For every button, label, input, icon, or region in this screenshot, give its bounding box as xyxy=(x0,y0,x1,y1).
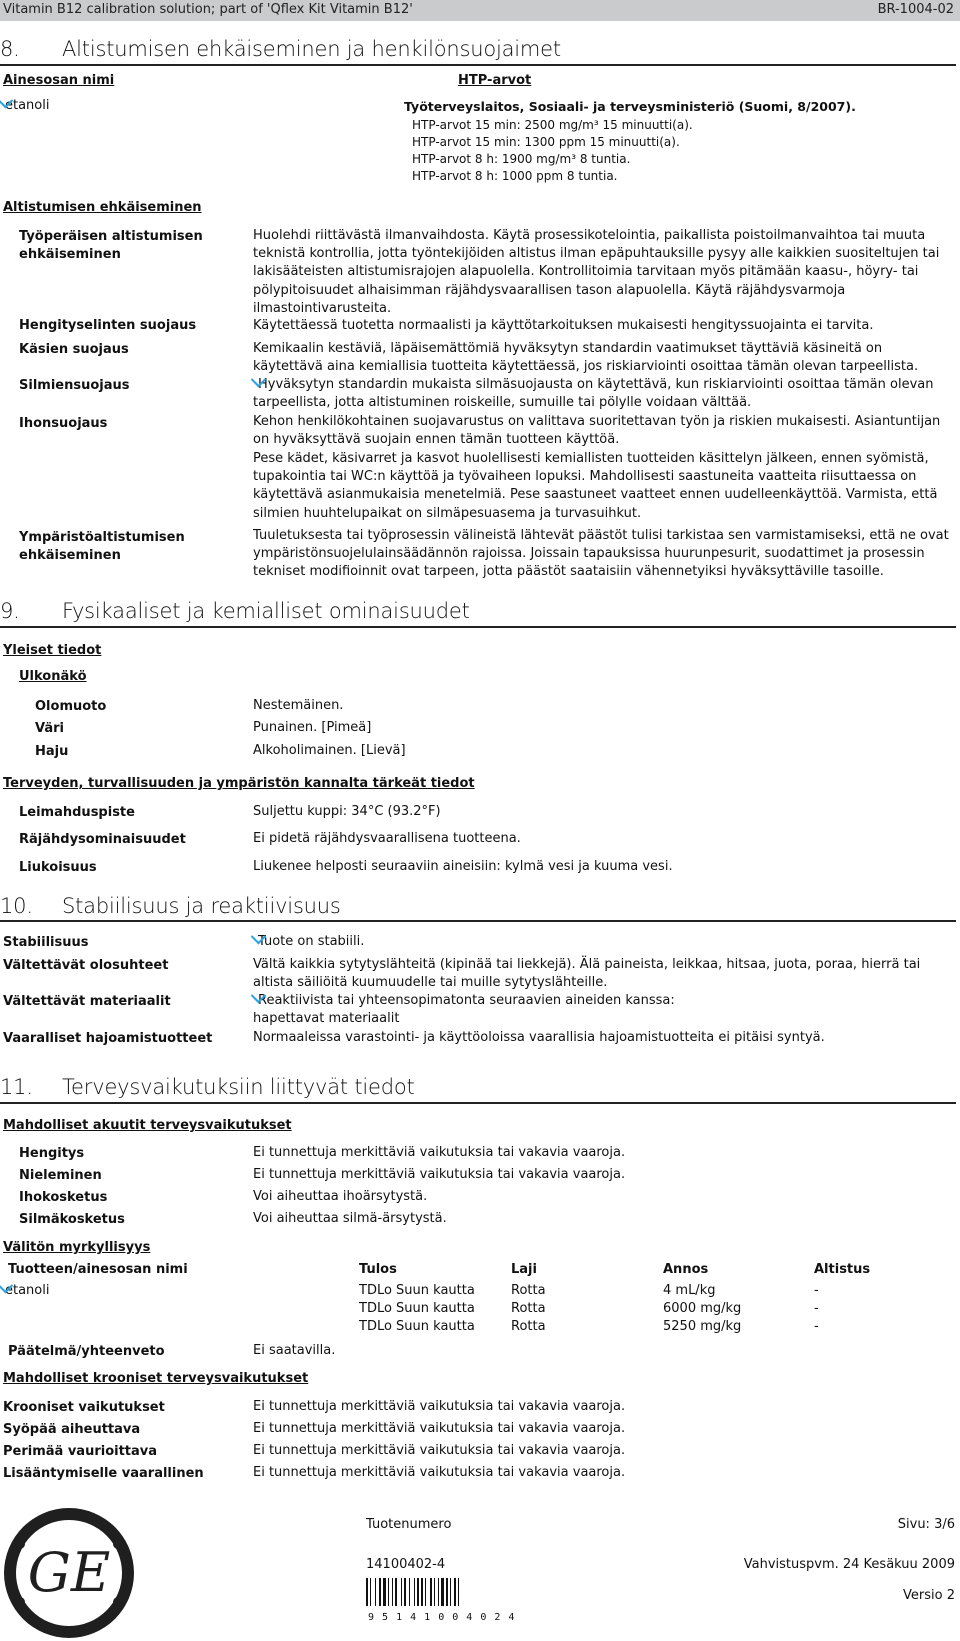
barcode-bar xyxy=(379,1578,381,1606)
prop-label: Haju xyxy=(35,744,69,759)
htp-value: HTP-arvot 8 h: 1000 ppm 8 tuntia. xyxy=(412,169,618,183)
barcode-bar xyxy=(383,1578,386,1606)
acute-value: Voi aiheuttaa silmä-ärsytystä. xyxy=(253,1211,447,1226)
chronic-label: Krooniset vaikutukset xyxy=(3,1400,165,1415)
materials-text: hapettavat materiaalit xyxy=(253,1011,400,1026)
barcode xyxy=(366,1578,506,1614)
htp-value: HTP-arvot 8 h: 1900 mg/m³ 8 tuntia. xyxy=(412,152,631,166)
tox-cell: 4 mL/kg xyxy=(663,1283,716,1298)
work-exposure-label: Työperäisen altistumisen xyxy=(19,229,203,244)
env-exposure-text: Tuuletuksesta tai työprosessin välineistä lähtevät päästöt tulisi tarkistaa sen varmistamiseksi, että ne ovat ympäristönsuojelulainsäädännön rajoissa. Joissain tapauksissa huurunpesurit, suodattimet ja prosessin tekniset modifioinnit ovat tarpeen, jotta päästöt saataisiin vähennetyiksi hyväksyttäville tasoille. xyxy=(253,528,949,580)
document-title: Vitamin B12 calibration solution; part of 'Qflex Kit Vitamin B12' xyxy=(3,2,413,17)
materials-text: Reaktiivista tai yhteensopimatonta seuraavien aineiden kanssa: xyxy=(253,992,675,1010)
tox-cell: - xyxy=(814,1301,819,1316)
col-htp: HTP-arvot xyxy=(458,73,532,88)
barcode-bar xyxy=(421,1578,423,1606)
acute-label: Ihokosketus xyxy=(19,1190,108,1205)
tox-header-result: Tulos xyxy=(359,1262,397,1277)
chronic-value: Ei tunnettuja merkittäviä vaikutuksia tai vakavia vaaroja. xyxy=(253,1421,626,1436)
decomposition-label: Vaaralliset hajoamistuotteet xyxy=(3,1031,213,1046)
skin-text: Pese kädet, käsivarret ja kasvot huolellisesti kemiallisten tuotteiden käsittelyn jälkeen, ennen syömistä, tupakointia tai WC:n käyttöä ja työvaiheen lopuksi. Mahdollisesti saastuneita vaatteita riisuttaessa on käytettävä asianmukaisia menetelmiä. Pese saastuneet vaatteet ennen uudelleenkäyttöä. Varmista, että silmien huuhtelupaikat on silmäpesuasema ja turvasuihkut. xyxy=(253,451,938,521)
barcode-digits: 9 5 1 4 1 0 0 4 0 2 4 xyxy=(368,1612,516,1623)
work-exposure-label: ehkäiseminen xyxy=(19,247,121,262)
important-info-heading: Terveyden, turvallisuuden ja ympäristön kannalta tärkeät tiedot xyxy=(3,776,475,791)
prop-value: Liukenee helposti seuraaviin aineisiin: kylmä vesi ja kuuma vesi. xyxy=(253,859,673,874)
page-header xyxy=(0,0,960,21)
barcode-bar xyxy=(392,1578,393,1606)
htp-value: HTP-arvot 15 min: 2500 mg/m³ 15 minuutti(a). xyxy=(412,118,693,132)
skin-label: Ihonsuojaus xyxy=(19,416,108,431)
version: Versio 2 xyxy=(903,1588,955,1603)
tox-header-species: Laji xyxy=(511,1262,537,1277)
tox-cell: Rotta xyxy=(511,1319,546,1334)
tox-cell: TDLo Suun kautta xyxy=(359,1319,475,1334)
barcode-bar xyxy=(434,1578,435,1606)
tox-cell: 6000 mg/kg xyxy=(663,1301,742,1316)
tox-cell: Rotta xyxy=(511,1283,546,1298)
section-11-title: 11. Terveysvaikutuksiin liittyvät tiedot xyxy=(0,1075,415,1099)
tox-header-dose: Annos xyxy=(663,1262,709,1277)
env-exposure-label: Ympäristöaltistumisen xyxy=(19,530,185,545)
materials-label: Vältettävät materiaalit xyxy=(3,994,171,1009)
work-exposure-text: Huolehdi riittävästä ilmanvaihdosta. Käytä prosessikotelointia, paikallista poistoilmanvaihtoa tai muuta teknistä kontrollia, jotta työntekijöiden altistus ilman epäpuhtauksille pysyy alle kaikkien suositeltujen tai lakisääteisten altistumisrajojen alapuolella. Kontrollitoimia tarvitaan myös pitämään kaasu-, höyry- tai pölypitoisuudet alhaisimman räjähdysvaarallisen tason alapuolella. Käytä räjähdysvarmoja ilmastointivarusteita. xyxy=(253,228,940,316)
acute-label: Hengitys xyxy=(19,1146,85,1161)
tox-cell: - xyxy=(814,1283,819,1298)
barcode-bar xyxy=(414,1578,415,1606)
validation-date: Vahvistuspvm. 24 Kesäkuu 2009 xyxy=(743,1557,955,1572)
conclusion-value: Ei saatavilla. xyxy=(253,1343,336,1358)
ge-logo xyxy=(2,1506,136,1640)
chronic-heading: Mahdolliset krooniset terveysvaikutukset xyxy=(3,1371,309,1386)
general-info-heading: Yleiset tiedot xyxy=(3,643,102,658)
section-9-title: 9. Fysikaaliset ja kemialliset ominaisuudet xyxy=(0,599,470,623)
section-8-title: 8. Altistumisen ehkäiseminen ja henkilönsuojaimet xyxy=(0,37,561,61)
barcode-bar xyxy=(388,1578,389,1606)
section-8-rule xyxy=(0,64,956,66)
barcode-bar xyxy=(438,1578,439,1606)
tox-cell: - xyxy=(814,1319,819,1334)
prop-value: Ei pidetä räjähdysvaarallisena tuotteena. xyxy=(253,831,521,846)
stability-label: Stabiilisuus xyxy=(3,935,89,950)
barcode-bar xyxy=(441,1578,444,1606)
barcode-bar xyxy=(409,1578,410,1606)
acute-label: Silmäkosketus xyxy=(19,1212,125,1227)
respiratory-text: Käytettäessä tuotetta normaalisti ja käyttötarkoituksen mukaisesti hengityssuojainta ei tarvita. xyxy=(253,318,874,333)
barcode-bar xyxy=(430,1578,432,1606)
prop-label: Liukoisuus xyxy=(19,860,97,875)
prop-label: Räjähdysominaisuudet xyxy=(19,832,186,847)
prop-label: Olomuoto xyxy=(35,699,107,714)
barcode-bar xyxy=(454,1578,456,1606)
tox-substance: etanoli xyxy=(0,1282,49,1300)
skin-text: Kehon henkilökohtainen suojavarustus on valittava suoritettavan työn ja riskien mukaisesti. Asiantuntijan on hyväksyttävä suojain ennen tämän tuotteen käyttöä. xyxy=(253,414,941,448)
env-exposure-label: ehkäiseminen xyxy=(19,548,121,563)
exposure-heading: Altistumisen ehkäiseminen xyxy=(3,200,202,215)
product-number-label: Tuotenumero xyxy=(366,1517,452,1532)
page-number: Sivu: 3/6 xyxy=(897,1517,955,1532)
prop-value: Nestemäinen. xyxy=(253,698,344,713)
acute-heading: Mahdolliset akuutit terveysvaikutukset xyxy=(3,1118,292,1133)
acute-value: Ei tunnettuja merkittäviä vaikutuksia tai vakavia vaaroja. xyxy=(253,1167,626,1182)
svg-text:GE: GE xyxy=(27,1541,111,1604)
section-11-rule xyxy=(0,1102,956,1104)
conditions-text: Vältä kaikkia sytytyslähteitä (kipinää tai liekkejä). Älä paineista, leikkaa, hitsaa, juota, poraa, hierrä tai altista säiliöitä kuumuudelle tai muille sytytyslähteille. xyxy=(253,957,921,991)
document-code: BR-1004-02 xyxy=(877,2,954,17)
prop-value: Punainen. [Pimeä] xyxy=(253,720,372,735)
prop-value: Suljettu kuppi: 34°C (93.2°F) xyxy=(253,804,441,819)
barcode-bar xyxy=(401,1578,402,1606)
barcode-bar xyxy=(425,1578,426,1606)
barcode-bar xyxy=(395,1578,397,1606)
barcode-bar xyxy=(458,1578,459,1606)
tox-cell: TDLo Suun kautta xyxy=(359,1301,475,1316)
barcode-bar xyxy=(417,1578,419,1606)
chronic-value: Ei tunnettuja merkittäviä vaikutuksia tai vakavia vaaroja. xyxy=(253,1465,626,1480)
chronic-label: Syöpää aiheuttava xyxy=(3,1422,141,1437)
eye-text: Hyväksytyn standardin mukaista silmäsuojausta on käytettävä, kun riskiarviointi osoittaa tämän olevan tarpeellista, jotta altistuminen roiskeille, sumuille tai pölylle voidaan välttää. xyxy=(253,376,953,412)
toxicity-heading: Välitön myrkyllisyys xyxy=(3,1240,151,1255)
chronic-label: Lisääntymiselle vaarallinen xyxy=(3,1466,204,1481)
chronic-value: Ei tunnettuja merkittäviä vaikutuksia tai vakavia vaaroja. xyxy=(253,1399,626,1414)
htp-value: HTP-arvot 15 min: 1300 ppm 15 minuutti(a). xyxy=(412,135,680,149)
barcode-bar xyxy=(370,1578,371,1606)
prop-value: Alkoholimainen. [Lievä] xyxy=(253,743,406,758)
hand-text: Kemikaalin kestäviä, läpäisemättömiä hyväksytyn standardin vaatimukset täyttäviä käsineitä on käytettävä aina kemiallisia tuotteita käytettäessä, jos riskiarviointi osoittaa tämän olevan tarpeellista. xyxy=(253,341,919,375)
product-number: 14100402-4 xyxy=(366,1557,446,1572)
chronic-label: Perimää vaurioittava xyxy=(3,1444,158,1459)
hand-label: Käsien suojaus xyxy=(19,342,129,357)
barcode-bar xyxy=(450,1578,451,1606)
htp-source: Työterveyslaitos, Sosiaali- ja terveysministeriö (Suomi, 8/2007). xyxy=(404,99,856,114)
acute-label: Nieleminen xyxy=(19,1168,102,1183)
stability-text: Tuote on stabiili. xyxy=(253,933,364,951)
barcode-bar xyxy=(404,1578,406,1606)
eye-label: Silmiensuojaus xyxy=(19,378,130,393)
decomposition-text: Normaaleissa varastointi- ja käyttöoloissa vaarallisia hajoamistuotteita ei pitäisi syntyä. xyxy=(253,1030,825,1045)
section-10-rule xyxy=(0,920,956,922)
barcode-bar xyxy=(375,1578,376,1606)
section-10-title: 10. Stabiilisuus ja reaktiivisuus xyxy=(0,894,341,918)
acute-value: Voi aiheuttaa ihoärsytystä. xyxy=(253,1189,428,1204)
prop-label: Leimahduspiste xyxy=(19,805,135,820)
tox-header-name: Tuotteen/ainesosan nimi xyxy=(8,1262,188,1277)
acute-value: Ei tunnettuja merkittäviä vaikutuksia tai vakavia vaaroja. xyxy=(253,1145,626,1160)
substance-name: etanoli xyxy=(0,97,49,115)
section-9-rule xyxy=(0,626,956,628)
respiratory-label: Hengityselinten suojaus xyxy=(19,318,197,333)
chronic-value: Ei tunnettuja merkittäviä vaikutuksia tai vakavia vaaroja. xyxy=(253,1443,626,1458)
tox-header-exposure: Altistus xyxy=(814,1262,871,1277)
tox-cell: 5250 mg/kg xyxy=(663,1319,742,1334)
tox-cell: Rotta xyxy=(511,1301,546,1316)
conclusion-label: Päätelmä/yhteenveto xyxy=(8,1344,165,1359)
prop-label: Väri xyxy=(35,721,64,736)
barcode-bar xyxy=(446,1578,448,1606)
conditions-label: Vältettävät olosuhteet xyxy=(3,958,169,973)
appearance-heading: Ulkonäkö xyxy=(19,669,87,684)
barcode-bar xyxy=(366,1578,368,1606)
tox-cell: TDLo Suun kautta xyxy=(359,1283,475,1298)
col-ingredient-name: Ainesosan nimi xyxy=(3,73,115,88)
